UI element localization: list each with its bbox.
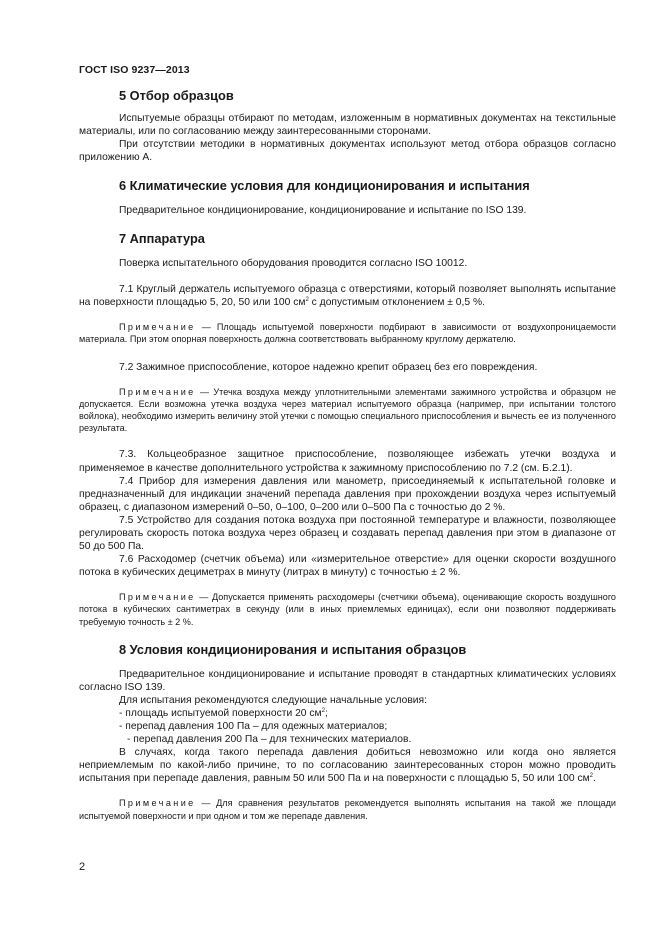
section-8-paragraph-3: В случаях, когда такого перепада давления добиться невозможно или когда оно является неприемлемым по какой-либо причине, то по согласованию заинтересованных сторон можно проводить испытания при перепаде давления, равным 50 или 500 Па и на поверхности с площадью 5, 50 или 100 $см^2$.: [79, 747, 616, 785]
standard-code-header: ГОСТ ISO 9237—2013: [79, 64, 190, 76]
section-8-paragraph-1: Предварительное кондиционирование и испытание проводят в стандартных климатических условиях согласно ISO 139.: [79, 668, 616, 693]
page-number: 2: [79, 861, 86, 873]
note-7-6: Примечание — Допускается применять расходомеры (счетчики объема), оценивающие скорость воздушного потока в кубических сантиметрах в секунду (или в иных приемлемых единицах), если они позволяют поддерживать требуемую точность ± 2 %.: [79, 592, 616, 627]
section-8-heading: 8 Условия кондиционирования и испытания образцов: [119, 641, 467, 657]
clause-7-1: 7.1 Круглый держатель испытуемого образца с отверстиями, который позволяет выполнять испытание на поверхности площадью 5, 20, 50 или 100 $см^2$ с допустимым отклонением ± 0,5 %.: [79, 283, 616, 308]
section-7-paragraph-1: Поверка испытательного оборудования проводится согласно ISO 10012.: [119, 258, 468, 270]
note-7-2: Примечание — Утечка воздуха между уплотнительными элементами зажимного устройства и образцом не допускается. Если возможна утечка воздуха через материал испытуемого образца (например, при испытании толстого войлока), необходимо измерить величину этой утечки с помощью специального приспособления и вычесть ее из полученного результата.: [79, 387, 616, 434]
section-5-paragraph-2: При отсутствии методики в нормативных документах используют метод отбора образцов согласно приложению А.: [79, 139, 616, 164]
section-7-heading: 7 Аппаратура: [119, 231, 205, 247]
page-content: [79, 88, 616, 822]
condition-list-item-3: - перепад давления 200 Па – для технических материалов.: [127, 734, 412, 746]
clause-7-2: 7.2 Зажимное приспособление, которое надежно крепит образец без его повреждения.: [119, 361, 538, 373]
note-7-1: Примечание — Площадь испытуемой поверхности подбирают в зависимости от воздухопроницаемости материала. При этом опорная поверхность должна соответствовать выбранному круглому держателю.: [79, 321, 616, 344]
section-8-paragraph-2: Для испытания рекомендуются следующие начальные условия:: [119, 694, 427, 706]
condition-list-item-2: - перепад давления 100 Па – для одежных материалов;: [119, 721, 388, 732]
note-8: Примечание — Для сравнения результатов рекомендуется выполнять испытания на такой же площади испытуемой поверхности и при одном и том же перепаде давления.: [79, 798, 616, 821]
section-6-heading: 6 Климатические условия для кондиционирования и испытания: [119, 178, 530, 194]
clause-7-4: 7.4 Прибор для измерения давления или манометр, присоединяемый к испытательной головке и предназначенный для индикации значений перепада давления при прохождении воздуха через испытуемый образец, с диапазоном измерений 0–50, 0–100, 0–200 или 0–500 Па с точностью до 2 %.: [79, 475, 616, 513]
clause-7-3: 7.3. Кольцеобразное защитное приспособление, позволяющее избежать утечки воздуха и применяемое в качестве дополнительного устройства к зажимному приспособлению по 7.2 (см. Б.2.1).: [79, 449, 616, 474]
section-5-heading: 5 Отбор образцов: [119, 88, 234, 103]
clause-7-5: 7.5 Устройство для создания потока воздуха при постоянной температуре и влажности, позволяющее регулировать скорость потока воздуха через образец и создавать перепад давления при этом в диапазоне от 50 до 500 Па.: [79, 514, 616, 553]
section-5-paragraph-1: Испытуемые образцы отбирают по методам, изложенным в нормативных документах на текстильные материалы, или по согласованию между заинтересованными сторонами.: [79, 113, 616, 138]
clause-7-6: 7.6 Расходомер (счетчик объема) или «измерительное отверстие» для оценки скорости воздушного потока в кубических дециметрах в минуту (литрах в минуту) с точностью ± 2 %.: [79, 554, 616, 579]
condition-list-item-1: - площадь испытуемой поверхности 20 $см^2$;: [119, 707, 328, 719]
section-6-paragraph-1: Предварительное кондиционирование, кондиционирование и испытание по ISO 139.: [119, 205, 527, 217]
